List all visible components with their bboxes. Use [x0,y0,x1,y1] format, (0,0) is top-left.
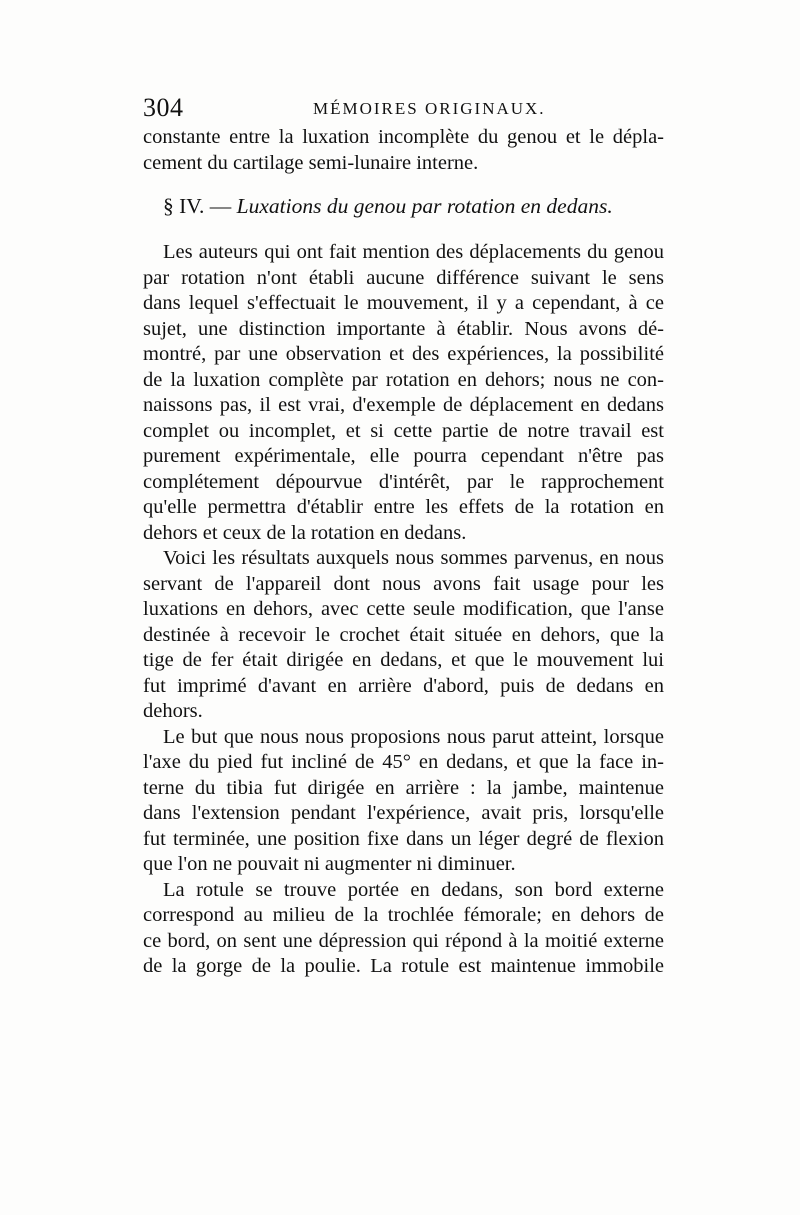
text-line: purement expérimentale, elle pourra cependant n'être pas [143,445,664,467]
paragraph [143,546,664,725]
text-line: dans l'extension pendant l'expérience, avait pris, lorsqu'elle [143,802,664,824]
text-line: destinée à recevoir le crochet était située en dehors, que la [143,623,664,646]
text-line: que l'on ne pouvait ni augmenter ni diminuer. [143,853,516,875]
text-line: correspond au milieu de la trochlée fémorale; en dehors de [143,904,664,926]
text-line: fut terminée, une position fixe dans un léger degré de flexion [143,827,664,850]
text-line: de la gorge de la poulie. La rotule est maintenue immobile [143,955,664,977]
running-head [143,92,664,124]
text-line: Les auteurs qui ont fait mention des déplacements du genou [163,241,664,263]
text-line: fut imprimé d'avant en arrière d'abord, puis de dedans en [143,674,664,697]
text-line: sujet, une distinction importante à établir. Nous avons dé- [143,317,664,340]
text-line: par rotation n'ont établi aucune différence suivant le sens [143,266,664,289]
text-line: montré, par une observation et des expériences, la possibilité [143,343,664,365]
text-line: Voici les résultats auxquels nous sommes parvenus, en nous [163,547,664,569]
text-line: La rotule se trouve portée en dedans, son bord externe [163,878,664,901]
paragraph [143,240,664,546]
page-number: 304 [143,93,184,122]
paragraph [143,725,664,878]
text-line: ce bord, on sent une dépression qui répond à la moitié externe [143,929,664,952]
section-title: Luxations du genou par rotation en dedans. [236,194,613,218]
text-line: l'axe du pied fut incliné de 45° en dedans, et que la face in- [143,751,664,773]
text-line: Le but que nous nous proposions nous parut atteint, lorsque [163,725,664,748]
text-line: de la luxation complète par rotation en dehors; nous ne con- [143,368,664,391]
text-line: luxations en dehors, avec cette seule modification, que l'anse [143,598,664,620]
text-line: constante entre la luxation incomplète du genou et le dépla- [143,126,664,148]
text-line: complet ou incomplet, et si cette partie de notre travail est [143,419,664,442]
text-line: tige de fer était dirigée en dedans, et que le mouvement lui [143,649,664,671]
running-title: MÉMOIRES ORIGINAUX. [313,99,546,118]
paragraph [143,878,664,980]
text-line: naissons pas, il est vrai, d'exemple de déplacement en dedans [143,394,664,416]
text-line: complétement dépourvue d'intérêt, par le rapprochement [143,470,664,493]
paragraph-continuation [143,125,664,176]
section-label: § IV. — [163,194,237,218]
text-line: terne du tibia fut dirigée en arrière : la jambe, maintenue [143,776,664,799]
text-line: dehors et ceux de la rotation en dedans. [143,521,467,544]
text-line: dans lequel s'effectuait le mouvement, il y a cependant, à ce [143,292,664,314]
text-line: dehors. [143,700,203,722]
text-line: qu'elle permettra d'établir entre les effets de la rotation en [143,496,664,518]
body-text [143,125,664,980]
text-line: servant de l'appareil dont nous avons fait usage pour les [143,572,664,595]
section-heading [143,190,664,228]
text-line: cement du cartilage semi-lunaire interne. [143,151,479,174]
